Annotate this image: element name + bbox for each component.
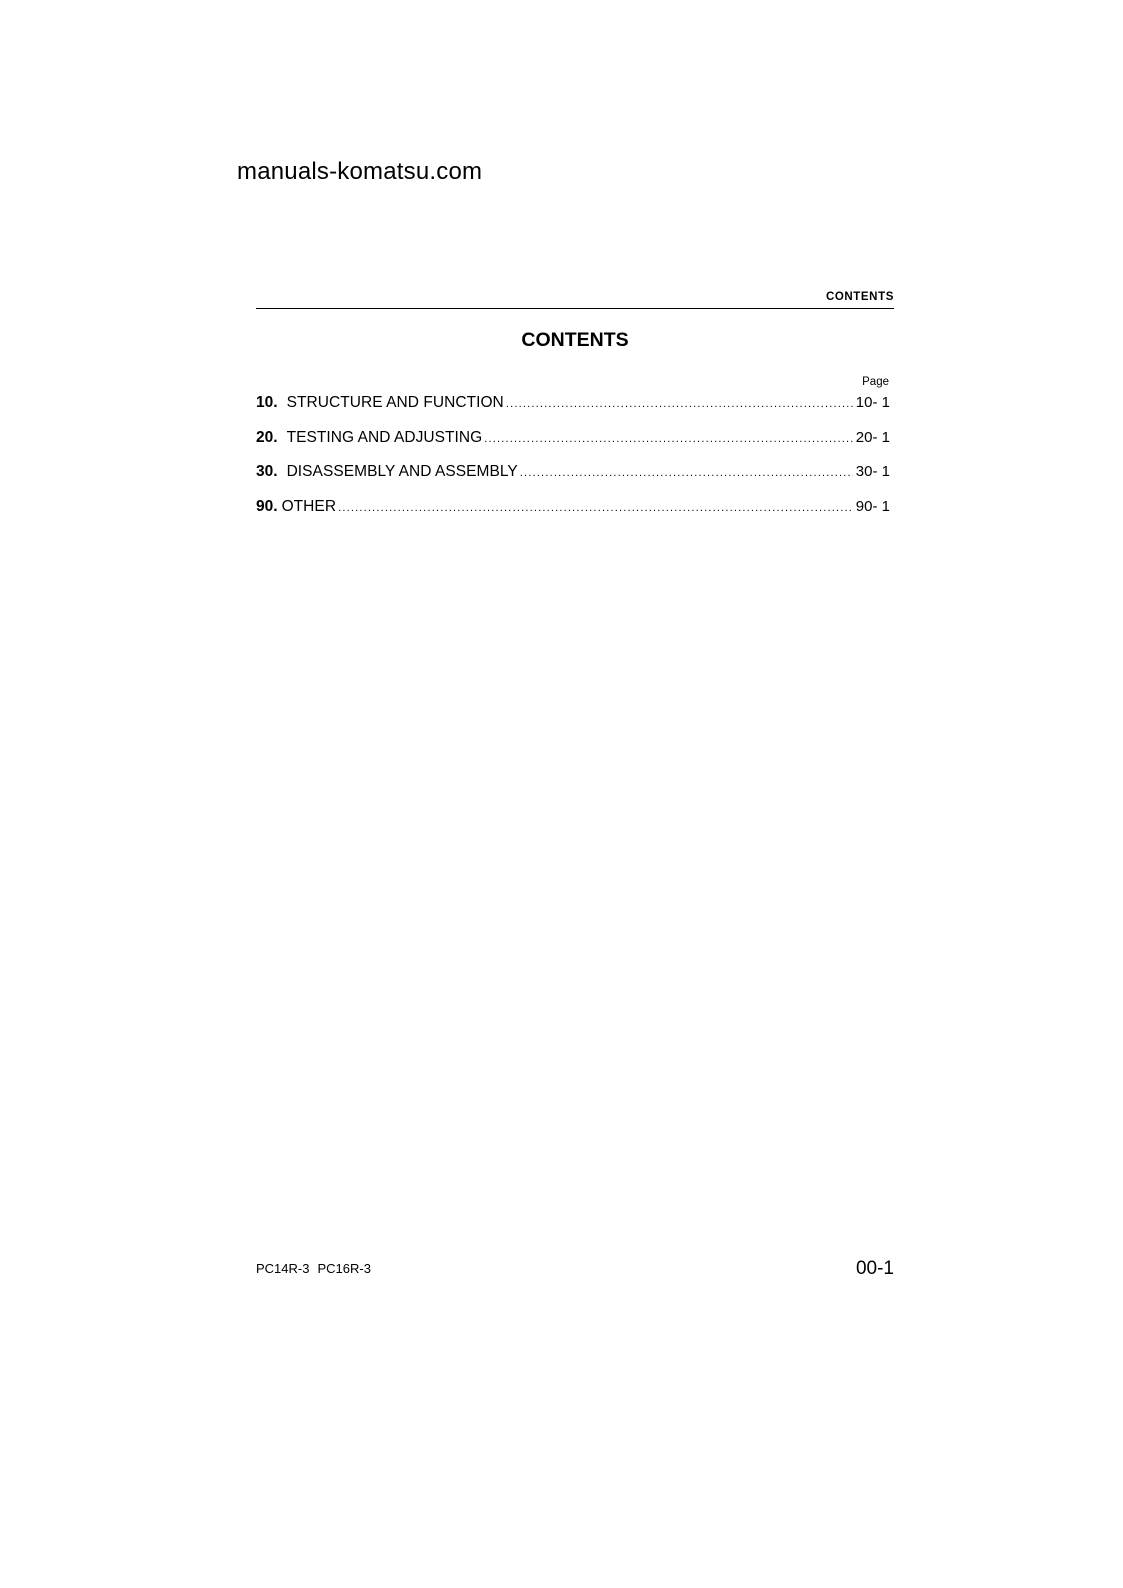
- watermark-url: manuals-komatsu.com: [237, 158, 483, 185]
- page-column-label: Page: [862, 376, 889, 388]
- dot-leader: [338, 502, 853, 514]
- footer-model: PC16R-3: [317, 1261, 371, 1276]
- dot-leader: [520, 467, 853, 479]
- toc-entry-page: 30- 1: [855, 463, 890, 480]
- toc-entry-title: DISASSEMBLY AND ASSEMBLY: [286, 463, 518, 480]
- footer-model-numbers: [256, 1261, 371, 1276]
- toc-entry-page: 90- 1: [855, 497, 890, 515]
- toc-entry-number: 20.: [256, 428, 278, 446]
- toc-entry-structure-and-function[interactable]: [256, 394, 890, 429]
- toc-entry-title: OTHER: [281, 497, 337, 515]
- toc-entry-page: 10- 1: [855, 394, 890, 411]
- toc-entry-disassembly-and-assembly[interactable]: [256, 463, 890, 498]
- footer-model: PC14R-3: [256, 1261, 310, 1276]
- toc-entry-title: STRUCTURE AND FUNCTION: [286, 394, 504, 411]
- running-header: CONTENTS: [825, 291, 894, 303]
- dot-leader: [484, 433, 853, 445]
- header-rule: [256, 308, 894, 309]
- toc-entry-number: 30.: [256, 463, 278, 480]
- dot-leader: [506, 398, 853, 410]
- footer-page-number: 00-1: [855, 1258, 894, 1279]
- toc-entry-number: 10.: [256, 394, 278, 411]
- table-of-contents: [256, 394, 890, 532]
- toc-entry-title: TESTING AND ADJUSTING: [286, 428, 483, 446]
- toc-entry-page: 20- 1: [855, 428, 890, 446]
- toc-entry-other[interactable]: [256, 498, 890, 533]
- toc-entry-number: 90.: [256, 497, 278, 515]
- page-title: CONTENTS: [521, 329, 629, 351]
- toc-entry-testing-and-adjusting[interactable]: [256, 429, 890, 464]
